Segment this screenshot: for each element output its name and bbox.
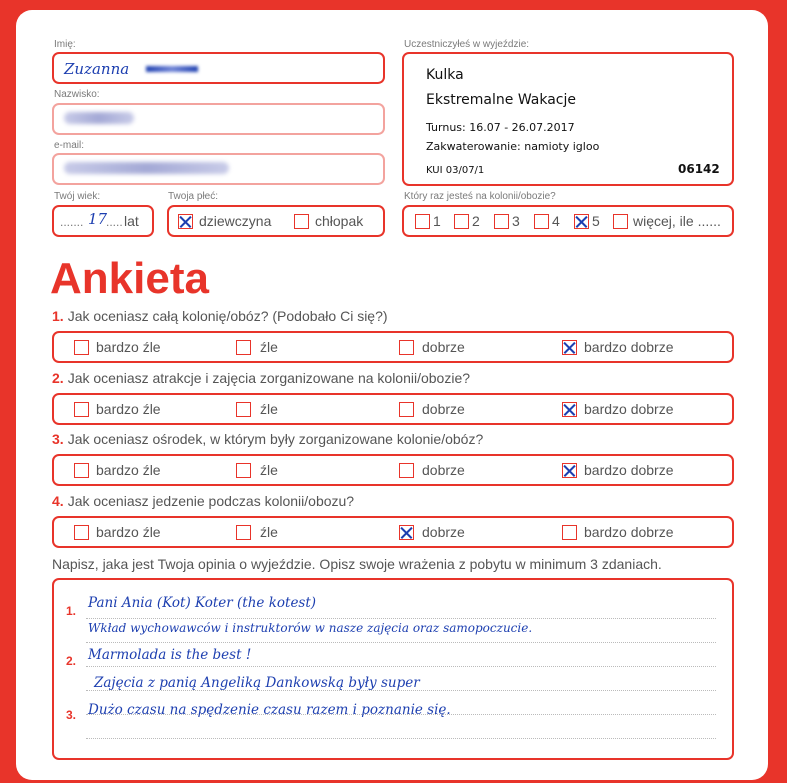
nazwisko-label: Nazwisko:	[54, 89, 100, 100]
question-2-text: Jak oceniasz atrakcje i zajęcia zorganizowane na kolonii/obozie?	[67, 370, 471, 386]
ktory-raz-checkbox-3[interactable]	[494, 214, 509, 229]
q2-option-bardzo-zle: bardzo źle	[96, 401, 161, 417]
redacted-surname-scribble	[146, 66, 198, 72]
q1-checkbox-dobrze[interactable]	[399, 340, 414, 355]
redacted-nazwisko	[64, 112, 134, 124]
q2-checkbox-dobrze[interactable]	[399, 402, 414, 417]
ktory-raz-option-1: 1	[433, 213, 441, 229]
ktory-raz-option-4: 4	[552, 213, 560, 229]
q1-checkbox-bardzo-zle[interactable]	[74, 340, 89, 355]
survey-sheet	[16, 10, 768, 780]
plec-checkbox-dziewczyna[interactable]	[178, 214, 193, 229]
zakwaterowanie-value: namioty igloo	[524, 140, 600, 153]
q1-option-dobrze: dobrze	[422, 339, 465, 355]
q3-option-bardzo-dobrze: bardzo dobrze	[584, 462, 674, 478]
trip-name: Kulka	[426, 67, 464, 83]
opinion-line-number-1: 1.	[66, 604, 77, 618]
rule-line	[86, 666, 716, 667]
q1-option-bardzo-zle: bardzo źle	[96, 339, 161, 355]
trip-zakwaterowanie	[426, 140, 599, 153]
imie-field[interactable]	[52, 52, 385, 84]
nazwisko-field[interactable]	[52, 103, 385, 135]
plec-option-dziewczyna: dziewczyna	[199, 213, 272, 229]
q2-option-bardzo-dobrze: bardzo dobrze	[584, 401, 674, 417]
question-3-number: 3.	[52, 431, 64, 447]
q3-checkbox-bardzo-dobrze[interactable]	[562, 463, 577, 478]
q2-checkbox-bardzo-zle[interactable]	[74, 402, 89, 417]
wiek-dots: .......	[60, 215, 84, 229]
q4-checkbox-bardzo-dobrze[interactable]	[562, 525, 577, 540]
q4-option-bardzo-zle: bardzo źle	[96, 524, 161, 540]
ktory-raz-checkbox-4[interactable]	[534, 214, 549, 229]
imie-label: Imię:	[54, 39, 76, 50]
question-1	[52, 308, 388, 324]
ktory-raz-checkbox-2[interactable]	[454, 214, 469, 229]
q4-option-zle: źle	[260, 524, 278, 540]
opinion-line-number-2: 2.	[66, 654, 77, 668]
page-title: Ankieta	[50, 254, 209, 303]
ktory-raz-field	[402, 205, 734, 237]
q3-checkbox-dobrze[interactable]	[399, 463, 414, 478]
opinion-answer-line-4: Zajęcia z panią Angeliką Dankowską były super	[94, 675, 420, 691]
ktory-raz-checkbox-1[interactable]	[415, 214, 430, 229]
uczestnik-label: Uczestniczyłeś w wyjeździe:	[404, 39, 530, 50]
question-2-options	[52, 393, 734, 425]
q3-option-zle: źle	[260, 462, 278, 478]
question-4-text: Jak oceniasz jedzenie podczas kolonii/obozu?	[67, 493, 355, 509]
wiek-label: Twój wiek:	[54, 191, 101, 202]
question-4-options	[52, 516, 734, 548]
question-1-options	[52, 331, 734, 363]
wiek-value: 17	[88, 210, 108, 228]
trip-number: 06142	[678, 162, 720, 176]
ktory-raz-checkbox-5[interactable]	[574, 214, 589, 229]
ktory-raz-option-5: 5	[592, 213, 600, 229]
rule-line	[86, 618, 716, 619]
plec-label: Twoja płeć:	[168, 191, 219, 202]
q4-option-bardzo-dobrze: bardzo dobrze	[584, 524, 674, 540]
question-3	[52, 431, 483, 447]
wiek-unit: lat	[124, 213, 139, 229]
question-2-number: 2.	[52, 370, 64, 386]
question-3-options	[52, 454, 734, 486]
q4-checkbox-bardzo-zle[interactable]	[74, 525, 89, 540]
question-1-number: 1.	[52, 308, 64, 324]
q2-option-dobrze: dobrze	[422, 401, 465, 417]
q1-option-zle: źle	[260, 339, 278, 355]
redacted-email	[64, 162, 229, 174]
ktory-raz-label: Który raz jesteś na kolonii/obozie?	[404, 191, 556, 202]
trip-turnus: Turnus: 16.07 - 26.07.2017	[426, 121, 575, 134]
question-1-text: Jak oceniasz całą kolonię/obóz? (Podobało Ci się?)	[67, 308, 388, 324]
q1-checkbox-zle[interactable]	[236, 340, 251, 355]
question-3-text: Jak oceniasz ośrodek, w którym były zorganizowane kolonie/obóz?	[67, 431, 484, 447]
opinion-answer-line-3: Marmolada is the best !	[88, 647, 252, 663]
q3-option-dobrze: dobrze	[422, 462, 465, 478]
q4-option-dobrze: dobrze	[422, 524, 465, 540]
zakwaterowanie-label: Zakwaterowanie:	[426, 140, 521, 153]
trip-program: Ekstremalne Wakacje	[426, 92, 577, 108]
ktory-raz-option-2: 2	[472, 213, 480, 229]
opinion-textarea[interactable]	[52, 578, 734, 760]
rule-line	[86, 642, 716, 643]
q2-checkbox-bardzo-dobrze[interactable]	[562, 402, 577, 417]
trip-code: KUI 03/07/1	[426, 165, 485, 176]
ktory-raz-checkbox-wiecej[interactable]	[613, 214, 628, 229]
plec-field	[167, 205, 385, 237]
opinion-answer-line-5: Dużo czasu na spędzenie czasu razem i poznanie się.	[88, 702, 451, 718]
email-field[interactable]	[52, 153, 385, 185]
question-4	[52, 493, 354, 509]
opinion-line-number-3: 3.	[66, 708, 77, 722]
trip-info-box	[402, 52, 734, 186]
q1-option-bardzo-dobrze: bardzo dobrze	[584, 339, 674, 355]
wiek-dots-after: .....	[106, 215, 123, 229]
opinion-prompt: Napisz, jaka jest Twoja opinia o wyjeździe. Opisz swoje wrażenia z pobytu w minimum 3 zdaniach.	[52, 556, 662, 572]
imie-value: Zuzanna	[64, 60, 130, 78]
opinion-answer-line-2: Wkład wychowawców i instruktorów w nasze zajęcia oraz samopoczucie.	[88, 621, 533, 635]
q4-checkbox-dobrze[interactable]	[399, 525, 414, 540]
plec-option-chlopak: chłopak	[315, 213, 364, 229]
question-2	[52, 370, 470, 386]
plec-checkbox-chlopak[interactable]	[294, 214, 309, 229]
email-label: e-mail:	[54, 140, 85, 151]
q2-option-zle: źle	[260, 401, 278, 417]
opinion-answer-line-1: Pani Ania (Kot) Koter (the kotest)	[88, 595, 317, 611]
q4-checkbox-zle[interactable]	[236, 525, 251, 540]
wiek-field[interactable]	[52, 205, 154, 237]
ktory-raz-option-3: 3	[512, 213, 520, 229]
q3-option-bardzo-zle: bardzo źle	[96, 462, 161, 478]
ktory-raz-option-wiecej: więcej, ile ......	[633, 213, 721, 229]
q2-checkbox-zle[interactable]	[236, 402, 251, 417]
q3-checkbox-zle[interactable]	[236, 463, 251, 478]
q3-checkbox-bardzo-zle[interactable]	[74, 463, 89, 478]
q1-checkbox-bardzo-dobrze[interactable]	[562, 340, 577, 355]
rule-line	[86, 738, 716, 739]
question-4-number: 4.	[52, 493, 64, 509]
